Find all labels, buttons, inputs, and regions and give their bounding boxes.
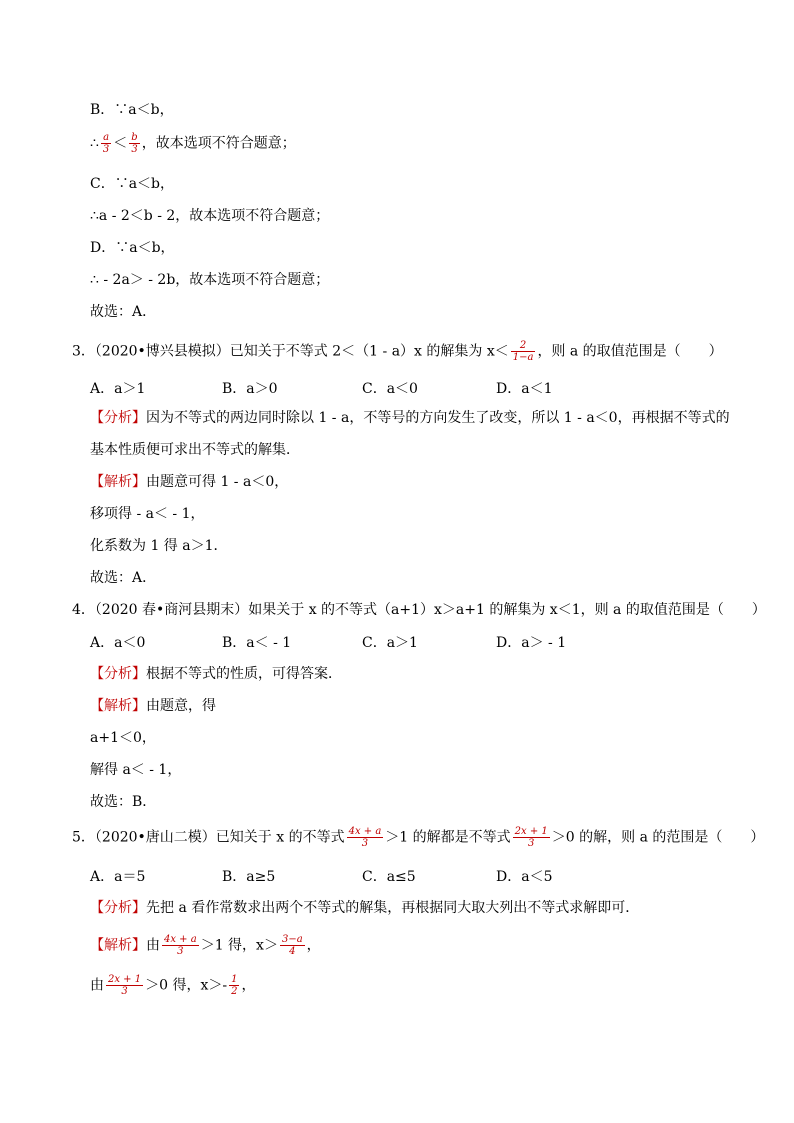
less-than-symbol: ＜ — [113, 135, 128, 152]
q5-stem — [72, 826, 764, 849]
q5-fraction-2 — [513, 826, 550, 849]
fraction-numerator: b — [131, 132, 138, 143]
fraction-denominator: 2 — [231, 986, 238, 997]
solution-text: 由题意可得 1 - a＜0， — [146, 474, 289, 490]
solution-text-end: ， — [306, 937, 321, 954]
q3-option-c: C．a＜0 — [362, 381, 418, 397]
analysis-text: 因为不等式的两边同时除以 1 - a，不等号的方向发生了改变，所以 1 - a＜0，再根据不等式的 — [146, 410, 730, 426]
fraction-denominator: 3 — [177, 946, 184, 957]
q3-option-a: A．a＞1 — [90, 381, 146, 397]
q5-fraction-1 — [347, 826, 384, 849]
q4-stem: 4．（2020 春•商河县期末）如果关于 x 的不等式（a+1）x＞a+1 的解集为 x＜1，则 a 的取值范围是（ ） — [72, 602, 766, 618]
solution-tag: 【解析】 — [90, 937, 146, 954]
q4-option-a: A．a＜0 — [90, 635, 146, 651]
q5-option-a: A．a＝5 — [90, 869, 146, 885]
q2-option-b-line1: B．∵a＜b， — [90, 102, 174, 118]
fraction-denominator: 3 — [102, 144, 110, 155]
fraction-denominator: 3 — [131, 144, 138, 155]
q4-solution-line3: 解得 a＜ - 1， — [90, 762, 182, 778]
q5-option-c: C．a≤5 — [362, 869, 416, 885]
q3-solution-line3: 化系数为 1 得 a＞1． — [90, 538, 228, 554]
solution-text-mid: ＞1 得，x＞ — [200, 937, 278, 954]
fraction-numerator: 4x + a — [164, 934, 197, 945]
q4-option-b: B．a＜ - 1 — [222, 635, 292, 651]
q2-option-b-line2 — [90, 132, 296, 155]
fraction-numerator: 3−a — [281, 934, 303, 945]
solution-text: 由 — [146, 937, 160, 954]
analysis-tag: 【分析】 — [90, 666, 146, 682]
solution-text: 由题意，得 — [146, 698, 216, 714]
q3-stem — [72, 340, 723, 363]
q3-stem-text-end: ，则 a 的取值范围是（ ） — [537, 343, 723, 360]
solution-text-mid: ＞0 得，x＞- — [145, 977, 228, 994]
q3-option-d: D．a＜1 — [496, 381, 553, 397]
q3-analysis-line2: 基本性质便可求出不等式的解集． — [90, 442, 300, 458]
fraction-numerator: 4x + a — [348, 826, 382, 837]
q5-stem-text-mid: ＞1 的解都是不等式 — [385, 829, 511, 846]
fraction-denominator: 3 — [528, 838, 535, 849]
q5-analysis — [90, 898, 639, 918]
q2-option-c-line2: ∴a - 2＜b - 2，故本选项不符合题意； — [90, 208, 330, 224]
fraction-denominator: 1−a — [512, 352, 534, 363]
q5-solution-fraction-3 — [106, 974, 143, 997]
conclusion-text: ，故本选项不符合题意； — [141, 135, 296, 152]
fraction-numerator: 2x + 1 — [514, 826, 548, 837]
fraction-denominator: 3 — [121, 986, 128, 997]
q3-stem-text: 3．（2020•博兴县模拟）已知关于不等式 2＜（1 - a）x 的解集为 x＜ — [72, 343, 509, 360]
analysis-text: 根据不等式的性质，可得答案． — [146, 666, 342, 682]
fraction-numerator: 2x + 1 — [108, 974, 142, 985]
q5-solution-line2 — [90, 974, 255, 997]
q3-analysis — [90, 408, 730, 428]
q2-option-c-line1: C．∵a＜b， — [90, 176, 175, 192]
q5-option-b: B．a≥5 — [222, 869, 276, 885]
therefore-symbol: ∴ — [90, 135, 99, 152]
q4-option-c: C．a＞1 — [362, 635, 418, 651]
q4-solution — [90, 696, 216, 716]
fraction-a-over-3 — [101, 132, 111, 155]
q5-stem-text-end: ＞0 的解，则 a 的范围是（ ） — [551, 829, 765, 846]
fraction-numerator: a — [101, 132, 111, 144]
solution-tag: 【解析】 — [90, 474, 146, 490]
q5-solution-fraction-2 — [280, 934, 305, 957]
q4-solution-line2: a+1＜0， — [90, 730, 156, 746]
fraction-b-over-3 — [129, 132, 139, 155]
q4-answer: 故选：B． — [90, 794, 157, 810]
fraction-numerator: 2 — [511, 340, 536, 352]
q2-option-d-line2: ∴ - 2a＞ - 2b，故本选项不符合题意； — [90, 272, 330, 288]
analysis-tag: 【分析】 — [90, 410, 146, 426]
fraction-denominator: 3 — [361, 838, 369, 849]
q3-solution-line2: 移项得 - a＜ - 1， — [90, 506, 205, 522]
q5-stem-text: 5．（2020•唐山二模）已知关于 x 的不等式 — [72, 829, 345, 846]
q3-solution — [90, 472, 288, 492]
q5-solution-fraction-1 — [162, 934, 199, 957]
q5-option-d: D．a＜5 — [496, 869, 553, 885]
q2-answer: 故选：A． — [90, 304, 157, 320]
q4-option-d: D．a＞ - 1 — [496, 635, 567, 651]
q4-analysis — [90, 664, 342, 684]
fraction-denominator: 4 — [289, 946, 296, 957]
q3-option-b: B．a＞0 — [222, 381, 278, 397]
q2-option-d-line1: D．∵a＜b， — [90, 240, 175, 256]
analysis-tag: 【分析】 — [90, 900, 146, 916]
solution-tag: 【解析】 — [90, 698, 146, 714]
q3-fraction — [511, 340, 536, 363]
solution-text: 由 — [90, 977, 104, 994]
analysis-text: 先把 a 看作常数求出两个不等式的解集，再根据同大取大列出不等式求解即可． — [146, 900, 640, 916]
fraction-numerator: 1 — [231, 974, 238, 985]
q5-solution — [90, 934, 321, 957]
q5-solution-fraction-4 — [229, 974, 239, 997]
solution-text-end: ， — [241, 977, 256, 994]
q3-answer: 故选：A． — [90, 570, 157, 586]
